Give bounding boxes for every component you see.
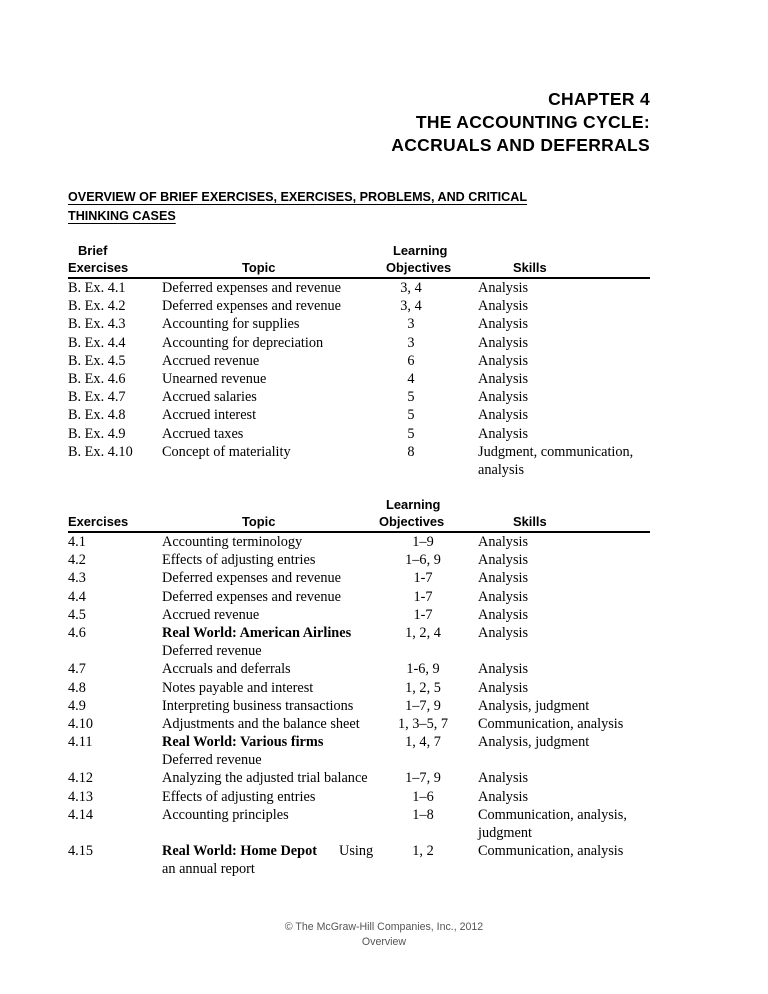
row-topic-text: Effects of adjusting entries <box>162 552 316 569</box>
header-exercises: Exercises <box>68 260 129 275</box>
header-learning: Learning <box>393 243 448 258</box>
row-topic <box>162 842 373 860</box>
section-heading-line-1: OVERVIEW OF BRIEF EXERCISES, EXERCISES, PROBLEMS, AND CRITICAL <box>68 190 528 204</box>
row-skills: Analysis <box>478 280 529 296</box>
row-learning-objectives: 1-6, 9 <box>406 661 440 678</box>
row-id: 4.7 <box>68 661 86 678</box>
row-id: B. Ex. 4.6 <box>68 370 126 387</box>
row-skills: Analysis, judgment <box>478 734 590 751</box>
row-topic <box>162 443 291 461</box>
row-learning-objectives: 1–9 <box>412 534 434 550</box>
row-id: B. Ex. 4.3 <box>68 316 126 333</box>
row-id: 4.6 <box>68 624 86 641</box>
table-row <box>68 551 650 569</box>
row-id: 4.11 <box>68 734 93 751</box>
row-topic <box>162 279 341 297</box>
row-topic-text: Concept of materiality <box>162 443 291 460</box>
row-learning-objectives: 1-7 <box>413 570 433 587</box>
table-row-continuation <box>68 461 650 479</box>
section-heading-line-2: THINKING CASES <box>68 209 176 223</box>
row-topic <box>162 788 315 806</box>
row-topic-text: Adjustments and the balance sheet <box>162 715 360 732</box>
row-topic-text: Accrued taxes <box>162 425 244 442</box>
row-topic-text: Interpreting business transactions <box>162 697 354 714</box>
row-skills: Analysis <box>478 298 529 315</box>
table-row-continuation <box>68 642 650 660</box>
table-row <box>68 533 650 551</box>
header-topic: Topic <box>242 514 276 529</box>
table-row <box>68 606 650 624</box>
row-skills: Analysis <box>478 770 529 787</box>
row-topic <box>162 624 351 642</box>
table-row-continuation <box>68 824 650 842</box>
header-learning: Learning <box>386 497 441 512</box>
row-learning-objectives: 3 <box>407 334 415 351</box>
exercises-table <box>68 497 650 879</box>
row-topic <box>162 806 289 824</box>
table-row <box>68 406 650 424</box>
row-topic <box>162 569 341 587</box>
row-learning-objectives: 1, 2 <box>412 843 434 860</box>
row-learning-objectives: 1, 3–5, 7 <box>397 715 449 732</box>
row-id: 4.12 <box>68 770 94 787</box>
row-topic <box>162 334 323 352</box>
table-row <box>68 388 650 406</box>
row-id: 4.9 <box>68 697 86 714</box>
header-skills: Skills <box>513 514 547 529</box>
row-topic-text: Accounting principles <box>162 806 289 823</box>
row-id: 4.3 <box>68 570 86 587</box>
row-learning-objectives: 5 <box>407 425 415 442</box>
brief-exercises-table-header <box>68 243 650 279</box>
row-topic-text: Accrued interest <box>162 407 257 424</box>
row-topic <box>162 533 302 551</box>
row-topic <box>162 425 243 443</box>
row-id: B. Ex. 4.4 <box>68 334 126 351</box>
row-skills: Communication, analysis <box>478 715 624 732</box>
row-topic-text: Real World: American Airlines <box>162 624 352 641</box>
row-topic-extra: Using <box>339 843 374 860</box>
row-topic <box>162 679 313 697</box>
row-topic-subline: an annual report <box>162 861 255 878</box>
row-topic <box>162 588 341 606</box>
table-row <box>68 279 650 297</box>
table-row <box>68 660 650 678</box>
table-row <box>68 715 650 733</box>
row-learning-objectives: 3 <box>407 316 415 333</box>
row-skills: Analysis <box>478 534 529 550</box>
row-topic-text: Accrued revenue <box>162 606 260 623</box>
row-topic-text: Accruals and deferrals <box>162 661 291 678</box>
row-topic-text: Deferred expenses and revenue <box>162 588 342 605</box>
table-row <box>68 370 650 388</box>
row-id: 4.10 <box>68 715 94 732</box>
row-topic-text: Deferred expenses and revenue <box>162 280 342 296</box>
row-id: B. Ex. 4.2 <box>68 298 126 315</box>
row-topic-subline: Deferred revenue <box>162 643 262 660</box>
row-topic <box>162 606 259 624</box>
row-topic-text: Effects of adjusting entries <box>162 788 316 805</box>
row-learning-objectives: 5 <box>407 389 415 406</box>
chapter-title-line-2: THE ACCOUNTING CYCLE: <box>415 112 650 132</box>
row-skills: Analysis <box>478 316 529 333</box>
row-topic-text: Deferred expenses and revenue <box>162 298 342 315</box>
row-id: B. Ex. 4.1 <box>68 280 126 296</box>
row-skills: Analysis <box>478 370 529 387</box>
chapter-title-line-1: CHAPTER 4 <box>548 89 650 109</box>
row-id: B. Ex. 4.7 <box>68 389 126 406</box>
page-footer <box>0 920 768 950</box>
row-skills: Analysis <box>478 425 529 442</box>
row-topic <box>162 733 323 751</box>
row-topic-text: Accounting for depreciation <box>162 334 324 351</box>
row-skills: Analysis <box>478 407 529 424</box>
header-topic: Topic <box>242 260 276 275</box>
row-learning-objectives: 6 <box>407 352 415 369</box>
header-skills: Skills <box>513 260 547 275</box>
row-skills: Analysis <box>478 661 529 678</box>
row-topic-text: Deferred expenses and revenue <box>162 570 342 587</box>
row-learning-objectives: 1, 2, 5 <box>405 679 441 696</box>
row-skills: Analysis <box>478 588 529 605</box>
row-topic <box>162 551 315 569</box>
row-topic <box>162 697 353 715</box>
row-learning-objectives: 4 <box>407 370 415 387</box>
table-row <box>68 733 650 751</box>
section-heading <box>68 188 643 226</box>
row-id: 4.2 <box>68 552 86 569</box>
row-topic <box>162 406 256 424</box>
table-row <box>68 806 650 842</box>
row-skills: Communication, analysis, judgment <box>478 806 627 842</box>
row-topic-text: Real World: Home Depot <box>162 843 317 860</box>
row-skills: Analysis <box>478 679 529 696</box>
row-id: B. Ex. 4.9 <box>68 425 126 442</box>
row-topic <box>162 715 360 733</box>
row-skills: Analysis <box>478 788 529 805</box>
row-skills: Analysis <box>478 352 529 369</box>
row-topic-text: Notes payable and interest <box>162 679 314 696</box>
row-skills: Analysis, judgment <box>478 697 590 714</box>
row-skills: Analysis <box>478 624 529 641</box>
table-row <box>68 352 650 370</box>
table-row <box>68 334 650 352</box>
header-objectives: Objectives <box>379 514 445 529</box>
row-learning-objectives: 1-7 <box>413 606 433 623</box>
row-learning-objectives: 1–6 <box>412 788 434 805</box>
row-topic <box>162 769 368 787</box>
row-topic-text: Accrued salaries <box>162 389 257 406</box>
row-learning-objectives: 3, 4 <box>400 280 422 296</box>
row-topic <box>162 388 257 406</box>
row-topic <box>162 315 299 333</box>
row-skills: Communication, analysis <box>478 843 624 860</box>
table-row <box>68 842 650 860</box>
table-row-continuation <box>68 860 650 878</box>
table-row <box>68 624 650 642</box>
table-row <box>68 588 650 606</box>
header-brief: Brief <box>78 243 108 258</box>
row-topic <box>162 370 266 388</box>
table-row <box>68 569 650 587</box>
row-learning-objectives: 1, 2, 4 <box>405 624 441 641</box>
row-id: B. Ex. 4.10 <box>68 443 133 460</box>
row-topic <box>162 660 291 678</box>
table-row <box>68 297 650 315</box>
row-learning-objectives: 5 <box>407 407 415 424</box>
brief-exercises-rows <box>68 279 650 479</box>
row-learning-objectives: 1–7, 9 <box>405 697 441 714</box>
header-objectives: Objectives <box>386 260 452 275</box>
row-topic-text: Accounting for supplies <box>162 316 300 333</box>
row-id: 4.8 <box>68 679 86 696</box>
exercises-table-header <box>68 497 650 533</box>
row-learning-objectives: 1–7, 9 <box>405 770 441 787</box>
table-row <box>68 679 650 697</box>
row-id: 4.1 <box>68 534 86 550</box>
row-skills: Analysis <box>478 552 529 569</box>
table-row <box>68 425 650 443</box>
row-skills: Analysis <box>478 389 529 406</box>
row-topic <box>162 297 341 315</box>
table-row <box>68 315 650 333</box>
row-id: 4.5 <box>68 606 86 623</box>
row-topic-text: Real World: Various firms <box>162 734 324 751</box>
table-row <box>68 443 650 478</box>
table-row <box>68 788 650 806</box>
row-id: 4.14 <box>68 806 94 823</box>
table-row <box>68 769 650 787</box>
row-topic <box>162 352 259 370</box>
row-topic-text: Analyzing the adjusted trial balance <box>162 770 368 787</box>
exercises-rows <box>68 533 650 879</box>
row-topic-text: Accounting terminology <box>162 534 303 550</box>
table-row <box>68 697 650 715</box>
row-learning-objectives: 1–8 <box>412 806 434 823</box>
row-id: 4.13 <box>68 788 94 805</box>
row-learning-objectives: 1, 4, 7 <box>405 734 441 751</box>
row-learning-objectives: 1–6, 9 <box>405 552 441 569</box>
row-learning-objectives: 8 <box>407 443 415 460</box>
row-skills: Judgment, communication, analysis <box>478 443 634 478</box>
row-id: B. Ex. 4.8 <box>68 407 126 424</box>
footer-copyright: © The McGraw-Hill Companies, Inc., 2012 <box>284 921 484 933</box>
chapter-title <box>68 88 650 157</box>
row-id: B. Ex. 4.5 <box>68 352 126 369</box>
row-learning-objectives: 1-7 <box>413 588 433 605</box>
row-topic-subline: Deferred revenue <box>162 752 262 769</box>
row-topic-text: Unearned revenue <box>162 370 267 387</box>
row-id: 4.4 <box>68 588 86 605</box>
header-exercises: Exercises <box>68 514 129 529</box>
table-row-continuation <box>68 751 650 769</box>
row-skills: Analysis <box>478 334 529 351</box>
brief-exercises-table <box>68 243 650 479</box>
chapter-title-line-3: ACCRUALS AND DEFERRALS <box>391 135 650 155</box>
row-learning-objectives: 3, 4 <box>400 298 422 315</box>
row-skills: Analysis <box>478 606 529 623</box>
row-id: 4.15 <box>68 843 94 860</box>
footer-label: Overview <box>361 936 407 948</box>
row-skills: Analysis <box>478 570 529 587</box>
row-topic-text: Accrued revenue <box>162 352 260 369</box>
